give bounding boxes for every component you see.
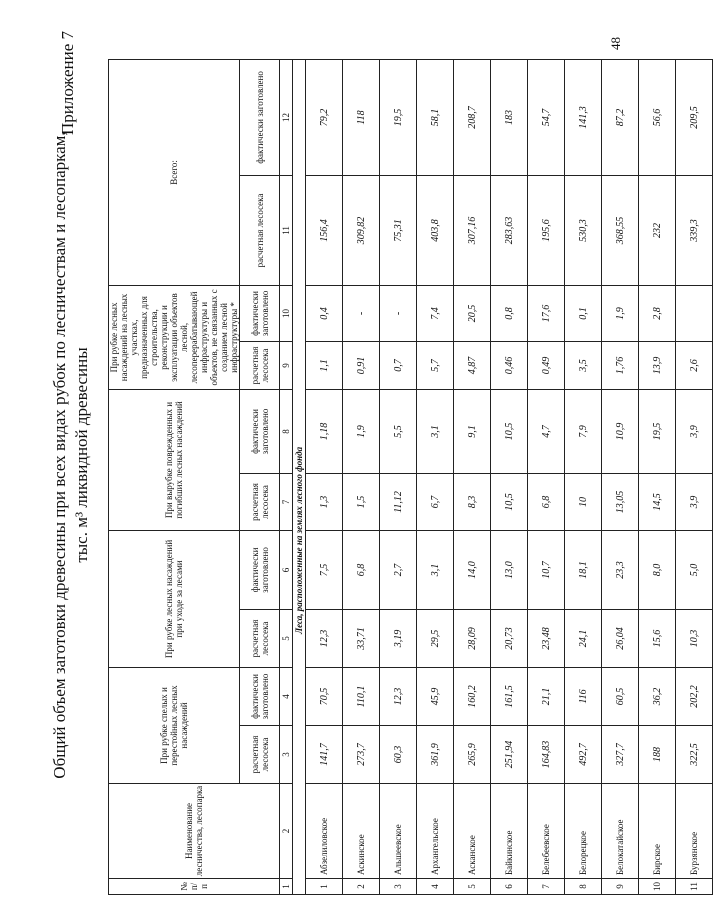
- table-row: [639, 59, 676, 894]
- value-cell: 0,46: [491, 341, 528, 389]
- value-cell: 7,9: [565, 389, 602, 473]
- value-cell: 2,6: [676, 341, 713, 389]
- forestry-name: Альшеевское: [380, 784, 417, 879]
- value-cell: 1,9: [343, 389, 380, 473]
- value-cell: 6,8: [343, 530, 380, 609]
- value-cell: 161,5: [491, 667, 528, 725]
- value-cell: 19,5: [639, 389, 676, 473]
- value-cell: 188: [639, 726, 676, 784]
- value-cell: 87,2: [602, 59, 639, 175]
- value-cell: 251,94: [491, 726, 528, 784]
- header-group-damaged: При вырубке поврежденных и погибших лесных насаждений: [109, 389, 240, 530]
- value-cell: 12,3: [306, 609, 343, 667]
- value-cell: 20,73: [491, 609, 528, 667]
- value-cell: 141,3: [565, 59, 602, 175]
- table-row: [491, 59, 528, 894]
- header-actual: фактически заготовлено: [240, 389, 280, 473]
- table-row: [454, 59, 491, 894]
- column-number: 11: [280, 175, 293, 285]
- value-cell: 21,1: [528, 667, 565, 725]
- value-cell: -: [380, 285, 417, 341]
- row-number: 11: [676, 879, 713, 895]
- column-number: 7: [280, 473, 293, 530]
- value-cell: 60,3: [380, 726, 417, 784]
- value-cell: 6,8: [528, 473, 565, 530]
- table-body: [280, 59, 713, 894]
- value-cell: 33,71: [343, 609, 380, 667]
- header-planned: расчетная лесосека: [240, 473, 280, 530]
- value-cell: 10,9: [602, 389, 639, 473]
- value-cell: 6,7: [417, 473, 454, 530]
- column-number: 9: [280, 341, 293, 389]
- value-cell: 17,6: [528, 285, 565, 341]
- header-planned: расчетная лесосека: [240, 609, 280, 667]
- value-cell: 23,3: [602, 530, 639, 609]
- column-number: 6: [280, 530, 293, 609]
- row-number: 4: [417, 879, 454, 895]
- table-row: [343, 59, 380, 894]
- value-cell: 307,16: [454, 175, 491, 285]
- value-cell: 1,1: [306, 341, 343, 389]
- forestry-name: Архангельское: [417, 784, 454, 879]
- value-cell: 1,3: [306, 473, 343, 530]
- value-cell: 4,87: [454, 341, 491, 389]
- value-cell: 23,48: [528, 609, 565, 667]
- value-cell: 1,76: [602, 341, 639, 389]
- value-cell: 19,5: [380, 59, 417, 175]
- harvest-table: [108, 59, 713, 895]
- section-title: Леса, расположенные на землях лесного фонда: [293, 59, 306, 894]
- forestry-name: Бирское: [639, 784, 676, 879]
- column-number: 1: [280, 879, 293, 895]
- value-cell: 36,2: [639, 667, 676, 725]
- row-number: 7: [528, 879, 565, 895]
- value-cell: 309,82: [343, 175, 380, 285]
- value-cell: 12,3: [380, 667, 417, 725]
- document-title: Общий объем заготовки древесины при всех видах рубок по лесничествам и лесопаркам,: [50, 131, 69, 779]
- value-cell: 10: [565, 473, 602, 530]
- value-cell: 265,9: [454, 726, 491, 784]
- value-cell: 0,1: [565, 285, 602, 341]
- header-planned: расчетная лесосека: [240, 175, 280, 285]
- table-row: [676, 59, 713, 894]
- value-cell: 58,1: [417, 59, 454, 175]
- value-cell: 20,5: [454, 285, 491, 341]
- column-number: 5: [280, 609, 293, 667]
- header-group-infrastructure: При рубке лесных насаждений на лесных участках, предназначенных для строительства, реконструкции и эксплуатации объектов лесной, лесоперерабатывающей инфраструктуры и объектов, не связанных с созданием лесной инфраструктуры *: [109, 285, 240, 389]
- table-row: [380, 59, 417, 894]
- value-cell: 56,6: [639, 59, 676, 175]
- value-cell: 24,1: [565, 609, 602, 667]
- value-cell: 160,2: [454, 667, 491, 725]
- value-cell: 283,63: [491, 175, 528, 285]
- value-cell: 195,6: [528, 175, 565, 285]
- document-subtitle: тыс. м³ ликвидной древесины: [72, 347, 91, 563]
- value-cell: 3,1: [417, 389, 454, 473]
- forestry-name: Белебеевское: [528, 784, 565, 879]
- value-cell: 8,0: [639, 530, 676, 609]
- table-row: [602, 59, 639, 894]
- value-cell: 79,2: [306, 59, 343, 175]
- appendix-label: Приложение 7: [58, 31, 77, 135]
- value-cell: 322,5: [676, 726, 713, 784]
- value-cell: 492,7: [565, 726, 602, 784]
- row-number: 8: [565, 879, 602, 895]
- header-name: Наименование лесничества, лесопарка: [109, 784, 280, 879]
- value-cell: 116: [565, 667, 602, 725]
- header-actual: фактически заготовлено: [240, 530, 280, 609]
- header-group-care: При рубке лесных насаждений при уходе за лесами: [109, 530, 240, 667]
- value-cell: 361,9: [417, 726, 454, 784]
- value-cell: 0,7: [380, 341, 417, 389]
- column-number-row: [280, 59, 293, 894]
- value-cell: 8,3: [454, 473, 491, 530]
- value-cell: 0,4: [306, 285, 343, 341]
- value-cell: 11,12: [380, 473, 417, 530]
- value-cell: 118: [343, 59, 380, 175]
- row-number: 1: [306, 879, 343, 895]
- forestry-name: Байкинское: [491, 784, 528, 879]
- forestry-name: Бурзянское: [676, 784, 713, 879]
- value-cell: 530,3: [565, 175, 602, 285]
- row-number: 9: [602, 879, 639, 895]
- value-cell: 28,09: [454, 609, 491, 667]
- value-cell: 1,5: [343, 473, 380, 530]
- value-cell: 10,3: [676, 609, 713, 667]
- table-row: [528, 59, 565, 894]
- value-cell: 60,5: [602, 667, 639, 725]
- row-number: 5: [454, 879, 491, 895]
- value-cell: 0,91: [343, 341, 380, 389]
- value-cell: 273,7: [343, 726, 380, 784]
- value-cell: 9,1: [454, 389, 491, 473]
- table-row: [565, 59, 602, 894]
- value-cell: 209,5: [676, 59, 713, 175]
- forestry-name: Абзелиловское: [306, 784, 343, 879]
- value-cell: 7,5: [306, 530, 343, 609]
- value-cell: 403,8: [417, 175, 454, 285]
- column-number: 4: [280, 667, 293, 725]
- value-cell: 3,9: [676, 473, 713, 530]
- header-planned: расчетная лесосека: [240, 726, 280, 784]
- value-cell: 141,7: [306, 726, 343, 784]
- table-row: [306, 59, 343, 894]
- column-number: 10: [280, 285, 293, 341]
- value-cell: 5,7: [417, 341, 454, 389]
- forestry-name: Асканское: [454, 784, 491, 879]
- row-number: 2: [343, 879, 380, 895]
- value-cell: 15,6: [639, 609, 676, 667]
- row-number: 3: [380, 879, 417, 895]
- forestry-name: Белокатайское: [602, 784, 639, 879]
- header-group-mature: При рубке спелых и перестойных лесных насаждений: [109, 667, 240, 783]
- value-cell: 10,5: [491, 389, 528, 473]
- header-actual: фактически заготовлено: [240, 59, 280, 175]
- header-actual: фактически заготовлено: [240, 285, 280, 341]
- column-number: 12: [280, 59, 293, 175]
- value-cell: 368,55: [602, 175, 639, 285]
- value-cell: 0,8: [491, 285, 528, 341]
- page-number: 48: [608, 37, 623, 50]
- value-cell: 75,31: [380, 175, 417, 285]
- column-number: 2: [280, 784, 293, 879]
- value-cell: 3,1: [417, 530, 454, 609]
- value-cell: 164,83: [528, 726, 565, 784]
- value-cell: 14,0: [454, 530, 491, 609]
- value-cell: 10,7: [528, 530, 565, 609]
- table-row: [417, 59, 454, 894]
- value-cell: 29,5: [417, 609, 454, 667]
- value-cell: 0,49: [528, 341, 565, 389]
- value-cell: 339,3: [676, 175, 713, 285]
- value-cell: 2,7: [380, 530, 417, 609]
- value-cell: 327,7: [602, 726, 639, 784]
- header-planned: расчетная лесосека: [240, 341, 280, 389]
- value-cell: 1,18: [306, 389, 343, 473]
- value-cell: 7,4: [417, 285, 454, 341]
- value-cell: 183: [491, 59, 528, 175]
- value-cell: 5,0: [676, 530, 713, 609]
- value-cell: 2,8: [639, 285, 676, 341]
- row-number: 6: [491, 879, 528, 895]
- value-cell: 70,5: [306, 667, 343, 725]
- value-cell: 110,1: [343, 667, 380, 725]
- forestry-name: Аскинское: [343, 784, 380, 879]
- value-cell: 202,2: [676, 667, 713, 725]
- value-cell: 18,1: [565, 530, 602, 609]
- value-cell: 26,04: [602, 609, 639, 667]
- value-cell: 14,5: [639, 473, 676, 530]
- value-cell: 3,19: [380, 609, 417, 667]
- value-cell: [676, 285, 713, 341]
- header-actual: фактически заготовлено: [240, 667, 280, 725]
- value-cell: -: [343, 285, 380, 341]
- column-number: 3: [280, 726, 293, 784]
- value-cell: 13,9: [639, 341, 676, 389]
- row-number: 10: [639, 879, 676, 895]
- value-cell: 13,05: [602, 473, 639, 530]
- forestry-name: Белорецкое: [565, 784, 602, 879]
- value-cell: 1,9: [602, 285, 639, 341]
- section-row: [293, 59, 306, 894]
- value-cell: 4,7: [528, 389, 565, 473]
- value-cell: 45,9: [417, 667, 454, 725]
- value-cell: 10,5: [491, 473, 528, 530]
- header-group-total: Всего:: [109, 59, 240, 285]
- value-cell: 3,9: [676, 389, 713, 473]
- value-cell: 156,4: [306, 175, 343, 285]
- column-number: 8: [280, 389, 293, 473]
- value-cell: 3,5: [565, 341, 602, 389]
- value-cell: 54,7: [528, 59, 565, 175]
- value-cell: 208,7: [454, 59, 491, 175]
- value-cell: 5,5: [380, 389, 417, 473]
- value-cell: 13,0: [491, 530, 528, 609]
- header-number: № п/ п: [109, 879, 280, 895]
- value-cell: 232: [639, 175, 676, 285]
